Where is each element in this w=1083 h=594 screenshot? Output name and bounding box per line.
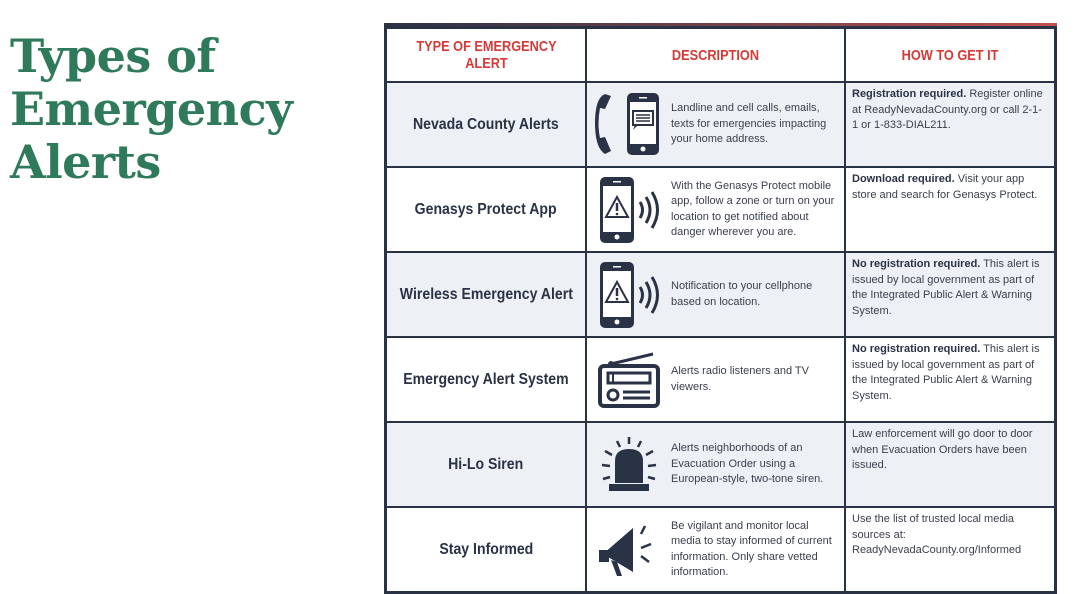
alert-type: Genasys Protect App bbox=[415, 200, 557, 218]
description-text: Alerts radio listeners and TV viewers. bbox=[671, 365, 809, 393]
phone-icon bbox=[587, 92, 671, 158]
how-to-get-cell bbox=[845, 82, 1056, 167]
table-row bbox=[386, 337, 1056, 422]
description-text: Notification to your cellphone based on location. bbox=[671, 280, 813, 308]
alert-type-cell bbox=[386, 167, 587, 252]
description-cell bbox=[586, 337, 845, 422]
siren-icon bbox=[587, 437, 671, 493]
how-bold: Registration required. bbox=[852, 88, 967, 100]
alert-type: Stay Informed bbox=[439, 540, 533, 558]
how-bold: Download required. bbox=[852, 173, 955, 185]
page-title bbox=[10, 30, 292, 189]
alert-type: Hi-Lo Siren bbox=[448, 455, 524, 473]
description-cell bbox=[586, 252, 845, 337]
description-text: Alerts neighborhoods of an Evacuation Order using a European-style, two-tone siren. bbox=[671, 442, 824, 486]
header-description: DESCRIPTION bbox=[605, 28, 825, 83]
alert-type: Emergency Alert System bbox=[403, 370, 569, 388]
alert-type: Nevada County Alerts bbox=[413, 115, 559, 133]
description-text: Be vigilant and monitor local media to stay informed of current information. Only share vetted information. bbox=[671, 519, 832, 578]
alert-type-cell bbox=[386, 252, 587, 337]
alert-type-cell bbox=[386, 422, 587, 507]
description-cell bbox=[586, 507, 845, 593]
description-text: With the Genasys Protect mobile app, follow a zone or turn on your location to get notified about danger wherever you are. bbox=[671, 179, 835, 238]
title-line: Emergency bbox=[10, 82, 293, 136]
alert-type-cell bbox=[386, 82, 587, 167]
table-row bbox=[386, 167, 1056, 252]
alert-type-cell bbox=[386, 337, 587, 422]
table-row bbox=[386, 252, 1056, 337]
phone-alert-icon bbox=[587, 176, 671, 244]
header-type: TYPE OF EMERGENCY ALERT bbox=[401, 28, 571, 83]
how-text: Register online at ReadyNevadaCounty.org or call 2-1-1 or 1-833-DIAL211. bbox=[852, 88, 1043, 131]
description-cell bbox=[586, 167, 845, 252]
how-text: Use the list of trusted local media sources at: ReadyNevadaCounty.org/Informed bbox=[852, 513, 1022, 556]
alerts-table bbox=[384, 26, 1057, 594]
header-row bbox=[386, 28, 1056, 83]
table-row bbox=[386, 422, 1056, 507]
how-text: Visit your app store and search for Genasys Protect. bbox=[852, 173, 1038, 201]
header-how: HOW TO GET IT bbox=[861, 28, 1040, 83]
how-bold: No registration required. bbox=[852, 258, 981, 270]
title-line: Alerts bbox=[10, 135, 161, 189]
how-to-get-cell bbox=[845, 422, 1056, 507]
how-text: This alert is issued by local government as part of the Integrated Public Alert & Warning System. bbox=[852, 343, 1040, 402]
how-to-get-cell bbox=[845, 337, 1056, 422]
alert-type: Wireless Emergency Alert bbox=[399, 285, 573, 303]
alert-type-cell bbox=[386, 507, 587, 593]
how-bold: No registration required. bbox=[852, 343, 981, 355]
table-row bbox=[386, 507, 1056, 593]
description-cell bbox=[586, 422, 845, 507]
radio-icon bbox=[587, 352, 671, 408]
how-to-get-cell bbox=[845, 252, 1056, 337]
how-text: This alert is issued by local government as part of the Integrated Public Alert & Warning System. bbox=[852, 258, 1040, 317]
how-text: Law enforcement will go door to door when Evacuation Orders have been issued. bbox=[852, 428, 1033, 471]
title-line: Types of bbox=[10, 29, 216, 83]
description-text: Landline and cell calls, emails, texts for emergencies impacting your home address. bbox=[671, 102, 827, 146]
how-to-get-cell bbox=[845, 507, 1056, 593]
phone-alert-icon bbox=[587, 261, 671, 329]
description-cell bbox=[586, 82, 845, 167]
table-row bbox=[386, 82, 1056, 167]
how-to-get-cell bbox=[845, 167, 1056, 252]
megaphone-icon bbox=[587, 520, 671, 580]
